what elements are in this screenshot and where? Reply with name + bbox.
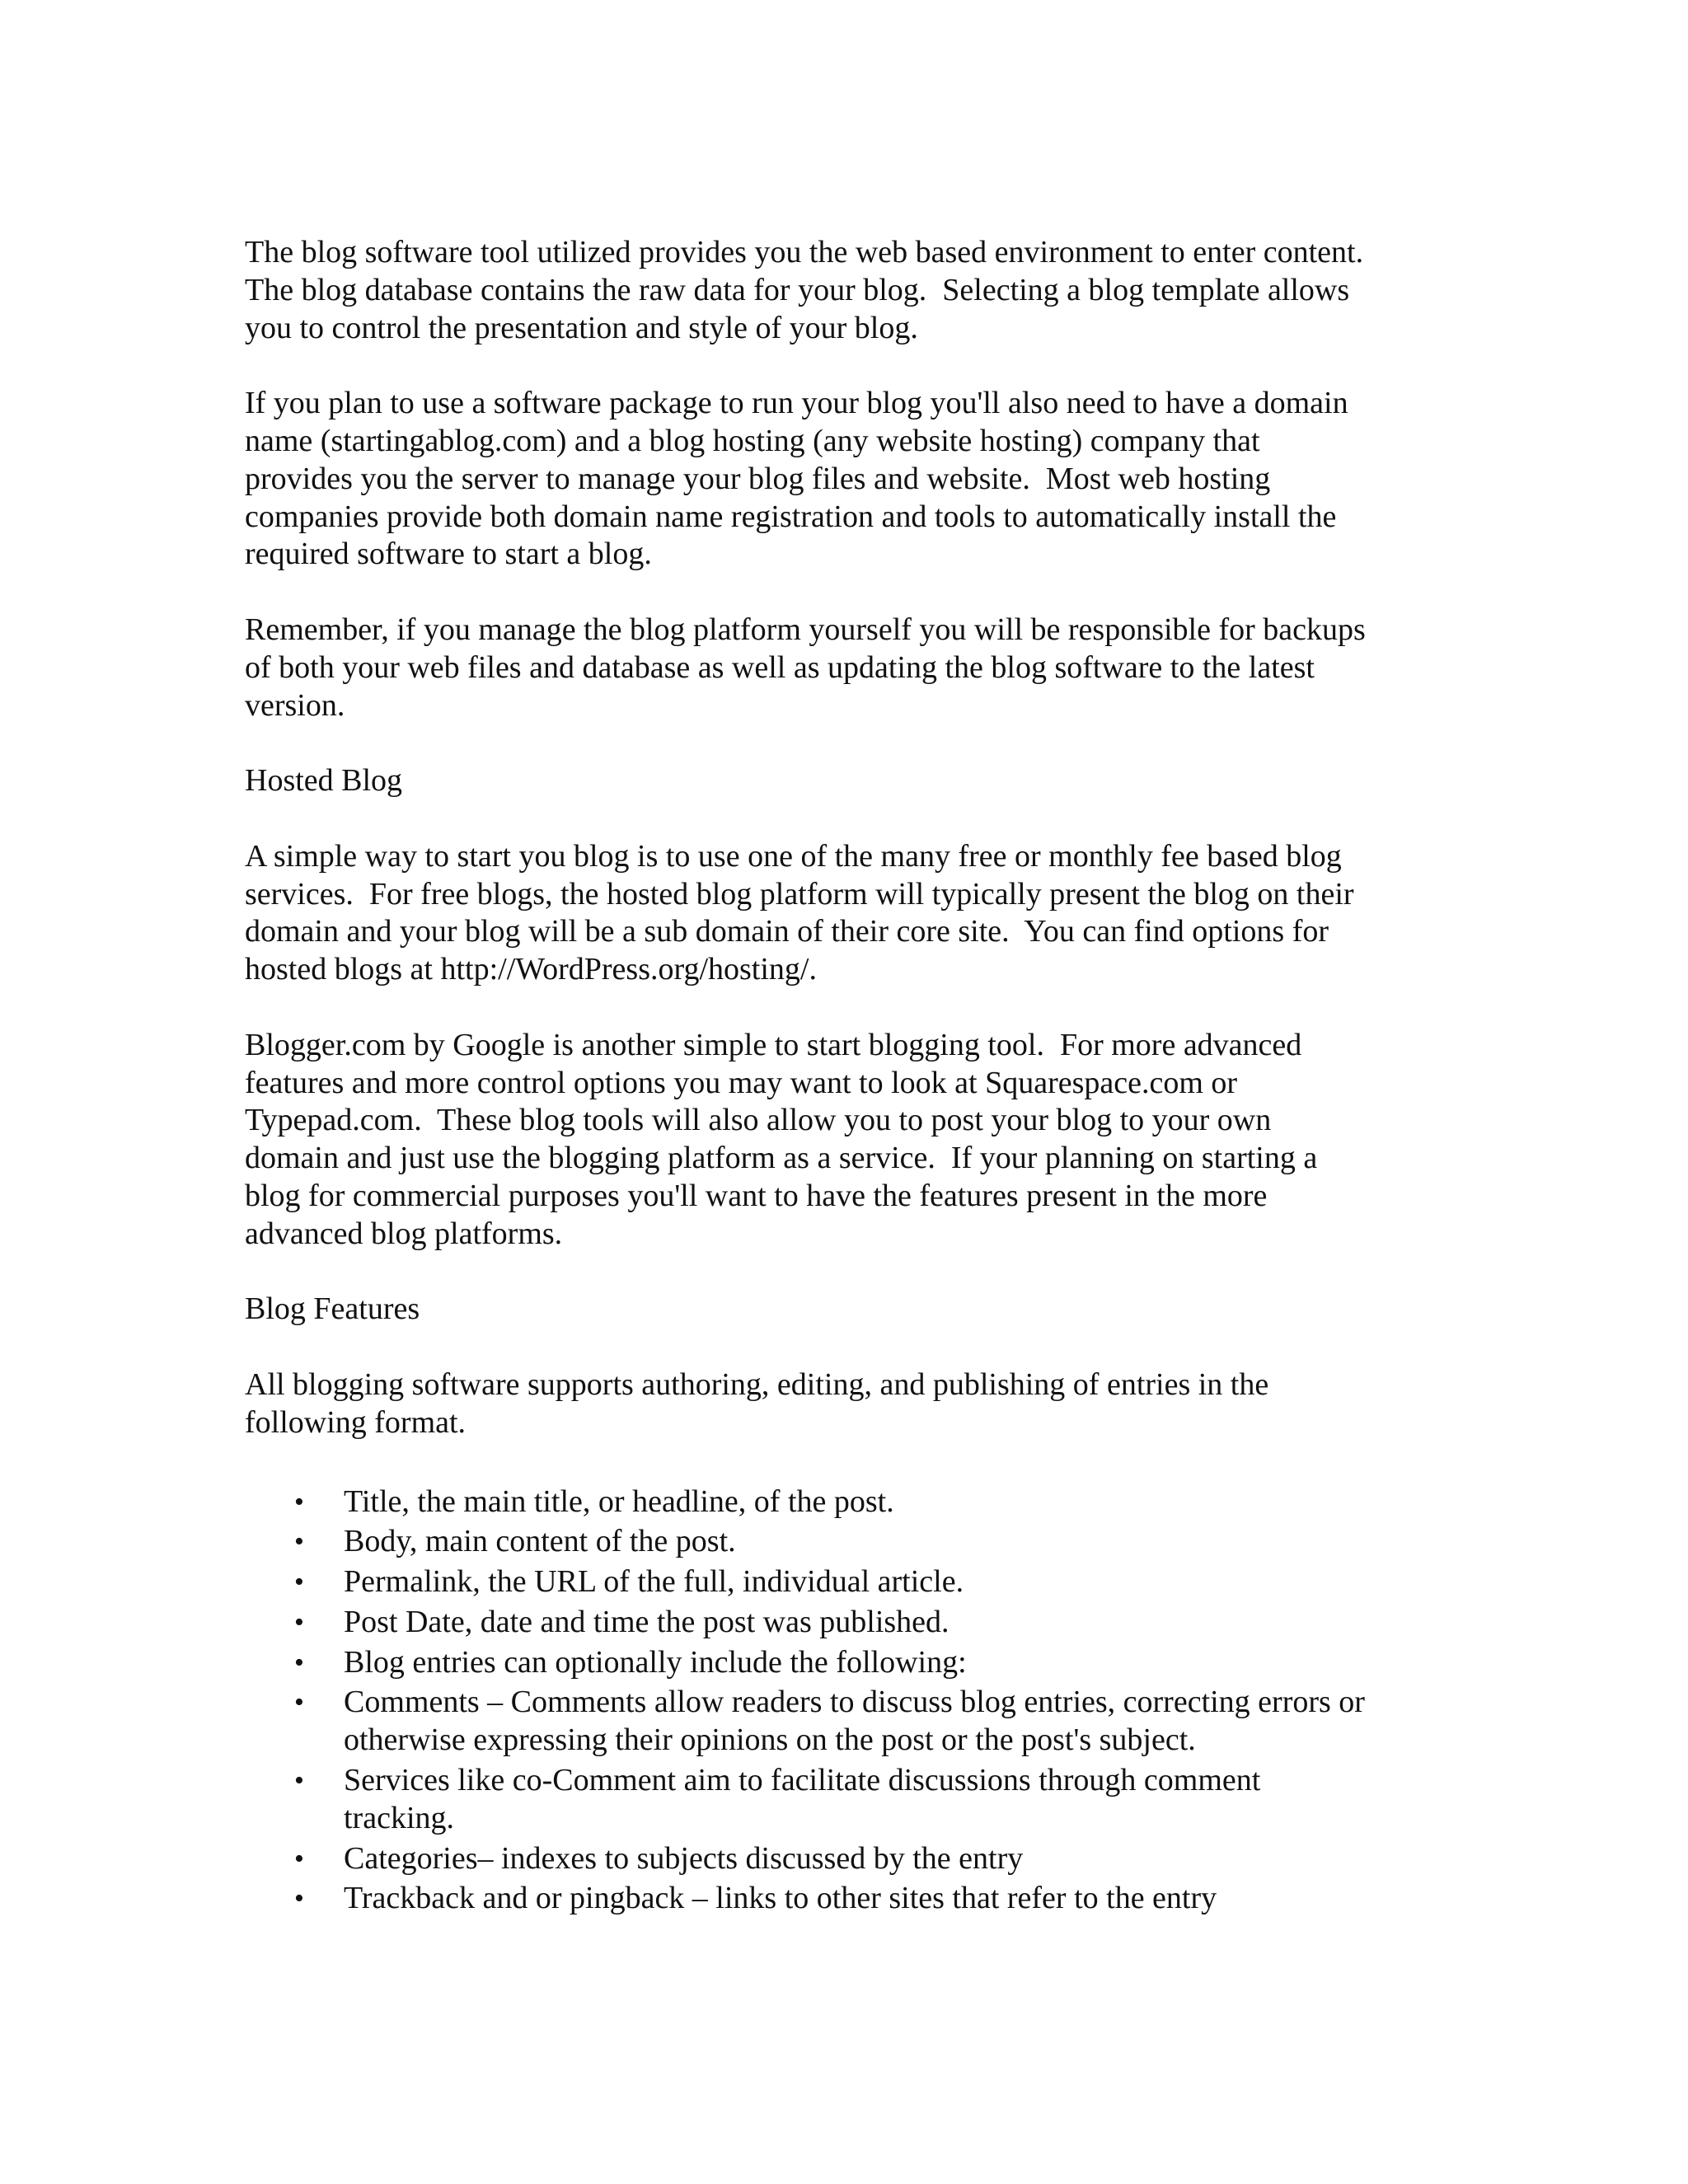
bullet-icon: •	[294, 1843, 304, 1874]
list-item	[245, 1523, 1440, 1561]
paragraph-hosted-simple-way: A simple way to start you blog is to use one of the many free or monthly fee based blog services. For free blogs, the hosted blog platform will typically present the blog on their domain and your blog will be a sub domain of their core site. You can find options for hosted blogs at http://WordPress.org/hosting/.	[245, 838, 1354, 987]
features-list	[245, 1483, 1440, 1919]
heading-hosted-blog: Hosted Blog	[245, 763, 403, 799]
paragraph-features-intro: All blogging software supports authoring, editing, and publishing of entries in the following format.	[245, 1366, 1269, 1440]
list-item-text: Body, main content of the post.	[344, 1524, 736, 1559]
paragraph-software-package: If you plan to use a software package to run your blog you'll also need to have a domain name (startingablog.com) and a blog hosting (any website hosting) company that provides you the server to manage your blog files and website. Most web hosting companies provide both domain name registration and tools to automatically install the required software to start a blog.	[245, 386, 1348, 572]
list-item	[245, 1604, 1440, 1642]
paragraph-blog-software: The blog software tool utilized provides you the web based environment to enter content. The blog database contains the raw data for your blog. Selecting a blog template allows you to control the presentation and style of your blog.	[245, 235, 1364, 345]
list-item	[245, 1644, 1440, 1682]
list-item	[245, 1563, 1440, 1601]
list-item-text: Categories– indexes to subjects discussed by the entry	[344, 1840, 1024, 1876]
list-item-text: Services like co-Comment aim to facilitate discussions through comment tracking.	[344, 1763, 1261, 1835]
list-item	[245, 1762, 1440, 1838]
list-item-text: Trackback and or pingback – links to other sites that refer to the entry	[344, 1881, 1217, 1916]
bullet-icon: •	[294, 1486, 304, 1517]
bullet-icon: •	[294, 1647, 304, 1678]
bullet-icon: •	[294, 1606, 304, 1638]
list-item-text: Comments – Comments allow readers to discuss blog entries, correcting errors or otherwise expressing their opinions on the post or the post's subject.	[344, 1685, 1365, 1758]
bullet-icon: •	[294, 1567, 304, 1598]
paragraph-blogger: Blogger.com by Google is another simple to start blogging tool. For more advanced features and more control options you may want to look at Squarespace.com or Typepad.com. These blog tools will also allow you to post your blog to your own domain and just use the blogging platform as a service. If your planning on starting a blog for commercial purposes you'll want to have the features present in the more advanced blog platforms.	[245, 1027, 1318, 1251]
list-item	[245, 1840, 1440, 1878]
list-item	[245, 1483, 1440, 1521]
list-item-text: Permalink, the URL of the full, individual article.	[344, 1564, 964, 1600]
list-item-text: Post Date, date and time the post was published.	[344, 1604, 950, 1639]
list-item-text: Title, the main title, or headline, of the post.	[344, 1483, 894, 1519]
bullet-icon: •	[294, 1883, 304, 1915]
list-item	[245, 1684, 1440, 1760]
list-item-text: Blog entries can optionally include the following:	[344, 1644, 967, 1680]
list-item	[245, 1880, 1440, 1918]
paragraph-remember: Remember, if you manage the blog platform yourself you will be responsible for backups of both your web files and database as well as updating the blog software to the latest version.	[245, 612, 1366, 723]
bullet-icon: •	[294, 1765, 304, 1797]
heading-blog-features: Blog Features	[245, 1291, 420, 1327]
bullet-icon: •	[294, 1687, 304, 1718]
bullet-icon: •	[294, 1526, 304, 1558]
document-body	[245, 234, 1440, 1920]
